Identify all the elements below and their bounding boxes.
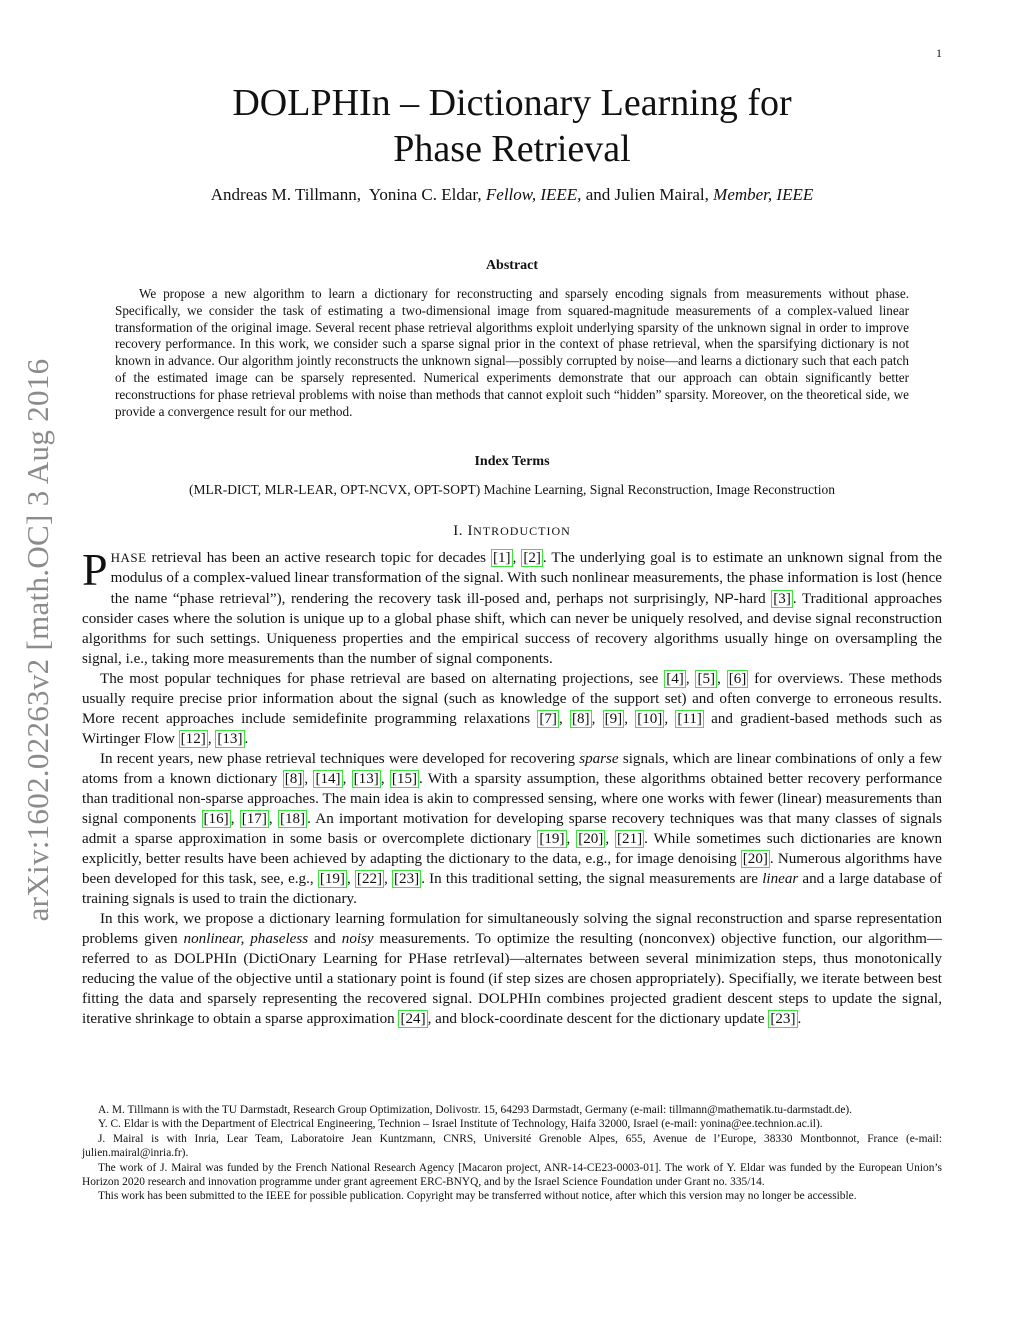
emphasis: nonlinear, phaseless: [183, 931, 309, 947]
text-run: -hard: [733, 591, 772, 607]
text-run: . In this traditional setting, the signal measurements are: [421, 871, 763, 887]
text-run: In recent years, new phase retrieval techniques were developed for recovering: [100, 751, 580, 767]
citation-link[interactable]: [19]: [539, 831, 565, 847]
text-run: and gradient-based methods such as Wirtinger Flow: [82, 711, 943, 747]
citation-link[interactable]: [14]: [315, 771, 341, 787]
citation-link[interactable]: [5]: [697, 671, 716, 687]
smallcaps-word: HASE: [110, 550, 147, 565]
text-run: ,: [268, 811, 278, 827]
text-run: ,: [685, 671, 696, 687]
text-run: signals, which are linear combinations of only a few atoms from a known dictionary: [82, 751, 942, 787]
text-run: retrieval has been an active research topic for decades: [146, 550, 491, 566]
text-run: ,: [664, 711, 676, 727]
footnotes: [82, 1103, 942, 1204]
text-run: ,: [512, 550, 522, 566]
intro-paragraph-1: [82, 544, 943, 669]
title-line-2: Phase Retrieval: [393, 128, 631, 170]
emphasis: linear: [762, 871, 799, 887]
text-run: . Traditional approaches consider cases where the solution is unique up to a global phase shift, which can never be uniquely resolved, and devise signal reconstruction algorithms for such settings. Uniqueness properties and the empirical success of recovery algorithms usually hinge on oversampling the signal, i.e., taking more measurements than the number of signal components.: [82, 591, 942, 667]
citation-link[interactable]: [22]: [356, 871, 383, 887]
text-run: ,: [346, 871, 355, 887]
author-3-role: Member, IEEE: [713, 185, 814, 204]
text-run: . While sometimes such dictionaries are known explicitly, better results have been achieved by adapting the dictionary to the data, e.g., for image denoising: [82, 831, 943, 867]
text-run: and a large database of training signals is used to train the dictionary.: [82, 871, 943, 907]
arxiv-identifier-stamp: arXiv:1602.02263v2 [math.OC] 3 Aug 2016: [20, 358, 55, 922]
text-run: . The underlying goal is to estimate an unknown signal from the modulus of a complex-valued linear transformation of the signal. With such nonlinear measurements, the phase information is lost (hence the name “phase retrieval”), rendering the recovery task ill-posed and, perhaps not surprisingly,: [110, 550, 943, 607]
citation-link[interactable]: [1]: [492, 550, 511, 566]
citation-link[interactable]: [7]: [539, 711, 557, 727]
intro-paragraph-3: [82, 749, 942, 909]
citation-link[interactable]: [8]: [571, 711, 590, 727]
footnote-mairal: J. Mairal is with Inria, Lear Team, Laboratoire Jean Kuntzmann, CNRS, Université Grenoble Alpes, 655, Avenue de l’Europe, 38330 Montbonnot, France (e-mail: julien.mairal@inria.fr).: [82, 1132, 942, 1160]
text-run: and: [308, 931, 342, 947]
citation-link[interactable]: [11]: [677, 711, 702, 727]
author-1: Andreas M. Tillmann,: [210, 185, 361, 204]
title-line-1: DOLPHIn – Dictionary Learning for: [232, 82, 792, 124]
text-run: ,: [591, 711, 603, 727]
paper-title: [150, 80, 874, 172]
text-run: for overviews. These methods usually require precise prior information about the signal (such as knowledge of the support set) and often converge to erroneous results. More recent approaches include semidefinite programming relaxations: [82, 671, 943, 727]
footnote-funding: The work of J. Mairal was funded by the French National Research Agency [Macaron project, ANR-14-CE23-0003-01]. The work of Y. Eldar was funded by the European Union’s Horizon 2020 research and innovation programme under grant agreement ERC-BNYQ, and by the Israel Science Foundation under Grant no. 335/14.: [82, 1161, 942, 1189]
index-terms-text: (MLR-DICT, MLR-LEAR, OPT-NCVX, OPT-SOPT) Machine Learning, Signal Reconstruction, Image Reconstruction: [189, 482, 835, 497]
text-run: ,: [380, 771, 390, 787]
text-run: ,: [384, 871, 393, 887]
text-run: ,: [230, 811, 240, 827]
text-run: , and block-coordinate descent for the dictionary update: [427, 1011, 769, 1027]
introduction-heading: [82, 523, 942, 540]
intro-paragraph-2: [82, 669, 942, 749]
citation-link[interactable]: [6]: [728, 671, 747, 687]
section-title-rest: NTRODUCTION: [473, 524, 571, 538]
text-run: .: [797, 1011, 802, 1027]
abstract-text: We propose a new algorithm to learn a dictionary for reconstructing and sparsely encoding signals from measurements without phase. Specifically, we consider the task of estimating a two-dimensional image from squared-magnitude measurements of a complex-valued linear transformation of the original image. Several recent phase retrieval algorithms exploit underlying sparsity of the unknown signal in order to improve recovery performance. In this work, we consider such a sparse signal prior in the context of phase retrieval, when the sparsifying dictionary is not known in advance. Our algorithm jointly reconstructs the unknown signal—possibly corrupted by noise—and learns a dictionary such that each patch of the estimated image can be sparsely represented. Numerical experiments demonstrate that our approach can obtain significantly better reconstructions for phase retrieval problems with noise than methods that cannot exploit such “hidden” sparsity. Moreover, on the theoretical side, we provide a convergence result for our method.: [115, 286, 909, 419]
page-number: 1: [936, 46, 942, 60]
text-run: . Numerous algorithms have been developed for this task, see, e.g.,: [82, 851, 942, 887]
citation-link[interactable]: [13]: [217, 731, 243, 747]
citation-link[interactable]: [10]: [637, 711, 663, 727]
citation-link[interactable]: [20]: [578, 831, 604, 847]
emphasis: noisy: [341, 931, 374, 947]
citation-link[interactable]: [2]: [523, 550, 541, 566]
citation-link[interactable]: [20]: [742, 851, 768, 867]
footnote-tillmann: A. M. Tillmann is with the TU Darmstadt, Research Group Optimization, Dolivostr. 15, 64293 Darmstadt, Germany (e-mail: tillmann@mathematik.tu-darmstadt.de).: [98, 1104, 853, 1116]
author-list: [130, 183, 894, 207]
citation-link[interactable]: [9]: [604, 711, 623, 727]
text-run: ,: [624, 711, 636, 727]
text-run: measurements. To optimize the resulting (nonconvex) objective function, our algorithm—referred to as DOLPHIn (DictiOnary Learning for PHase retrIeval)—alternates between several minimization steps, thus monotonically reducing the value of the objective until a stationary point is found (if step sizes are chosen appropriately). Specifially, we iterate between best fitting the data and sparsely representing the recovered signal. DOLPHIn combines projected gradient descent steps to update the signal, iterative shrinkage to obtain a sparse approximation: [82, 931, 943, 1027]
text-run: In this work, we propose a dictionary learning formulation for simultaneously solving the signal reconstruction and sparse representation problems given: [82, 911, 942, 947]
index-terms-heading: Index Terms: [474, 454, 550, 469]
abstract-heading: Abstract: [485, 258, 539, 273]
citation-link[interactable]: [15]: [391, 771, 418, 787]
citation-link[interactable]: [8]: [284, 771, 303, 787]
text-run: ,: [566, 831, 577, 847]
footnote-eldar: Y. C. Eldar is with the Department of Electrical Engineering, Technion – Israel Institute of Technology, Haifa 32000, Israel (e-mail: yonina@ee.technion.ac.il).: [98, 1118, 823, 1131]
citation-link[interactable]: [23]: [394, 871, 420, 887]
citation-link[interactable]: [13]: [353, 771, 379, 787]
text-run: ,: [207, 731, 216, 747]
introduction-body: [82, 544, 943, 1029]
footnote-copyright: This work has been submitted to the IEEE for possible publication. Copyright may be transferred without notice, after which this version may no longer be accessible.: [98, 1190, 857, 1203]
author-2: Yonina C. Eldar,: [368, 185, 482, 204]
section-title-first-letter: I: [467, 523, 474, 539]
intro-paragraph-4: [82, 909, 942, 1029]
citation-link[interactable]: [23]: [770, 1011, 796, 1027]
author-2-role: Fellow, IEEE,: [485, 185, 582, 204]
citation-link[interactable]: [16]: [203, 811, 229, 827]
author-connector: and Julien Mairal,: [585, 185, 709, 204]
section-number: I.: [453, 523, 464, 539]
emphasis: sparse: [579, 751, 619, 767]
text-run: ,: [342, 771, 352, 787]
drop-cap: P: [82, 544, 108, 595]
citation-link[interactable]: [24]: [400, 1011, 426, 1027]
text-run: ,: [717, 671, 727, 687]
citation-link[interactable]: [12]: [180, 731, 206, 747]
citation-link[interactable]: [21]: [617, 831, 643, 847]
text-run: The most popular techniques for phase retrieval are based on alternating projections, see: [100, 671, 665, 687]
text-run: . An important motivation for developing sparse recovery techniques was that many classes of signals admit a sparse approximation in some basis or overcomplete dictionary: [82, 811, 943, 847]
citation-link[interactable]: [18]: [279, 811, 306, 827]
text-run: .: [244, 731, 249, 747]
citation-link[interactable]: [3]: [773, 591, 791, 607]
citation-link[interactable]: [17]: [241, 811, 267, 827]
text-run: ,: [605, 831, 616, 847]
text-run: ,: [304, 771, 314, 787]
text-run: ,: [558, 711, 570, 727]
text-run: . With a sparsity assumption, these algorithms obtained better recovery performance than traditional non-sparse approaches. The main idea is akin to compressed sensing, where one works with fewer (linear) measurements than signal components: [82, 771, 943, 827]
citation-link[interactable]: [4]: [666, 671, 684, 687]
citation-link[interactable]: [19]: [319, 871, 345, 887]
np-complexity-class: NP: [714, 590, 734, 606]
